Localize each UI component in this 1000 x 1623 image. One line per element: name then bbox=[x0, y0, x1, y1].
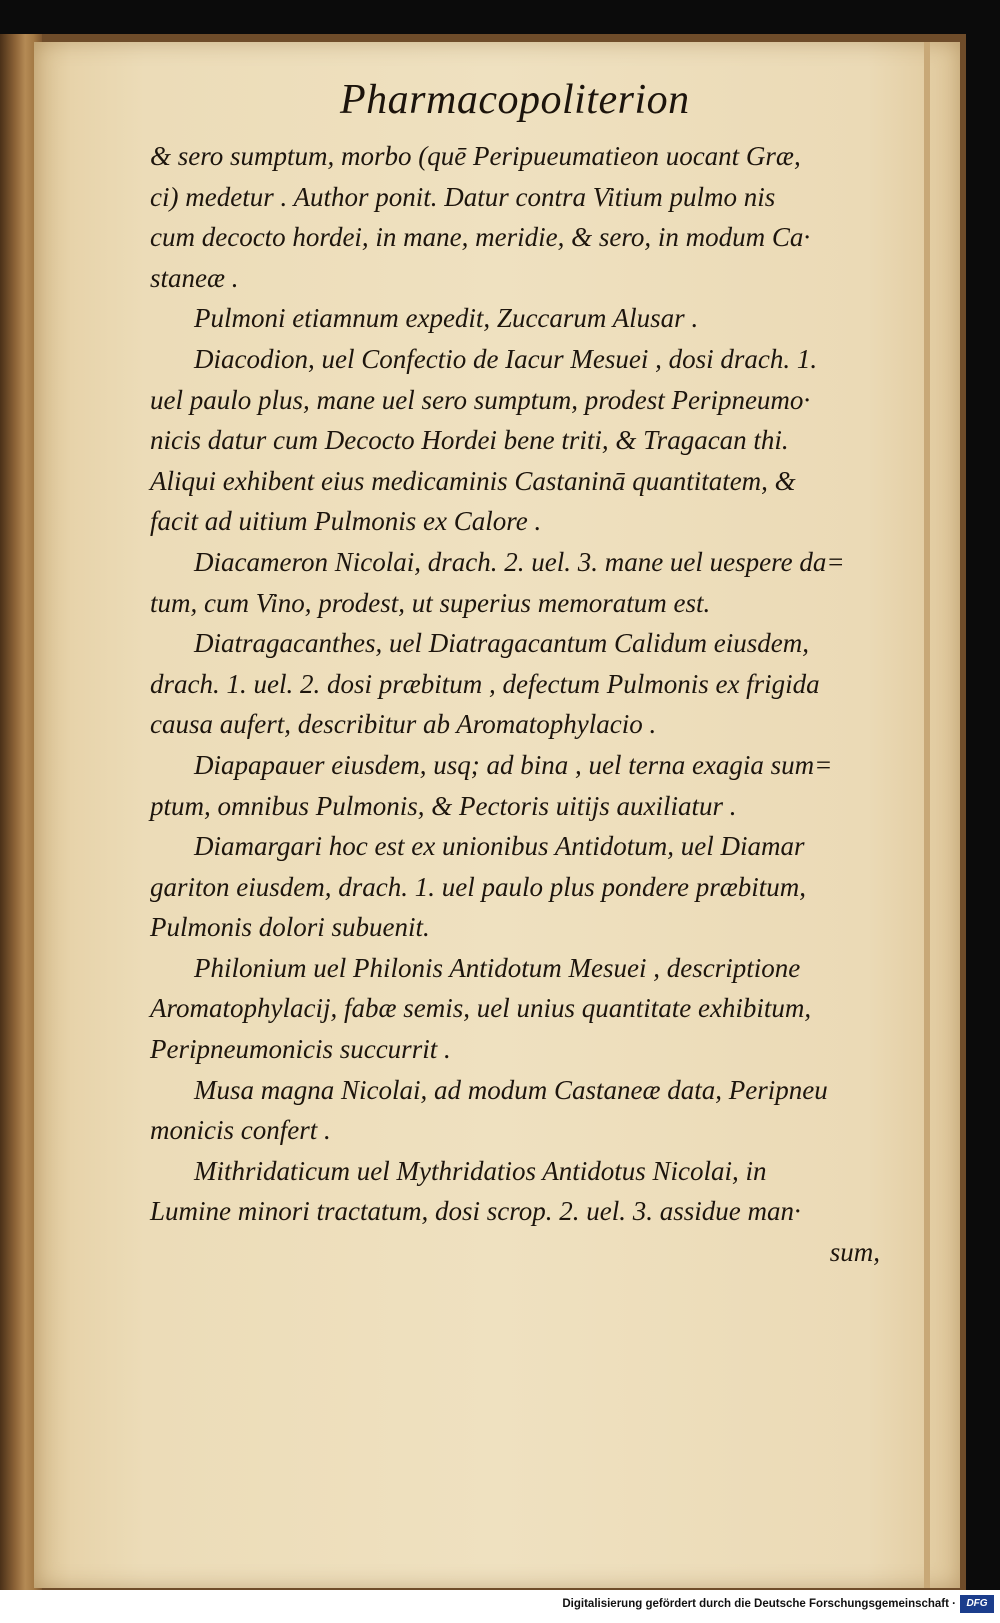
text-line: Mithridaticum uel Mythridatios Antidotus Nicolai, in bbox=[194, 1155, 767, 1186]
text-line: staneæ . bbox=[150, 262, 239, 293]
text-line: Pulmoni etiamnum expedit, Zuccarum Alusar . bbox=[194, 303, 699, 334]
text-line: monicis confert . bbox=[150, 1115, 331, 1146]
text-line: Aromatophylacij, fabæ semis, uel unius quantitate exhibitum, bbox=[150, 993, 812, 1024]
text-line: Peripneumonicis succurrit . bbox=[150, 1034, 451, 1065]
text-line: gariton eiusdem, drach. 1. uel paulo plus pondere præbitum, bbox=[150, 871, 806, 902]
text-line: uel paulo plus, mane uel sero sumptum, prodest Peripneumo· bbox=[150, 384, 811, 415]
text-line: Pulmonis dolori subuenit. bbox=[150, 912, 430, 943]
text-line: ptum, omnibus Pulmonis, & Pectoris uitijs auxiliatur . bbox=[150, 790, 737, 821]
funding-credit: Digitalisierung gefördert durch die Deutsche Forschungsgemeinschaft · bbox=[562, 1598, 956, 1610]
top-scan-border bbox=[0, 0, 1000, 34]
text-line: Diapapauer eiusdem, usq; ad bina , uel terna exagia sum= bbox=[194, 749, 833, 780]
text-line: drach. 1. uel. 2. dosi præbitum , defectum Pulmonis ex frigida bbox=[150, 668, 820, 699]
text-line: Diacameron Nicolai, drach. 2. uel. 3. mane uel uespere da= bbox=[194, 546, 845, 577]
catchword: sum, bbox=[829, 1237, 880, 1268]
text-line: Lumine minori tractatum, dosi scrop. 2. uel. 3. assidue man· bbox=[150, 1196, 801, 1227]
text-line: facit ad uitium Pulmonis ex Calore . bbox=[150, 506, 542, 537]
right-scan-border bbox=[966, 0, 1000, 1590]
footer-bar bbox=[0, 1590, 1000, 1623]
text-line: Diamargari hoc est ex unionibus Antidotum, uel Diamar bbox=[194, 831, 805, 862]
text-line: Diacodion, uel Confectio de Iacur Mesuei , dosi drach. 1. bbox=[194, 343, 818, 374]
text-line: Philonium uel Philonis Antidotum Mesuei , descriptione bbox=[194, 952, 801, 983]
body-text bbox=[150, 136, 890, 1273]
dfg-logo: DFG bbox=[960, 1595, 994, 1613]
text-line: causa aufert, describitur ab Aromatophylacio . bbox=[150, 709, 657, 740]
text-line: nicis datur cum Decocto Hordei bene triti, & Tragacan thi. bbox=[150, 425, 789, 456]
text-line: Musa magna Nicolai, ad modum Castaneæ data, Peripneu bbox=[194, 1074, 828, 1105]
text-line: cum decocto hordei, in mane, meridie, & sero, in modum Ca· bbox=[150, 222, 811, 253]
text-line: tum, cum Vino, prodest, ut superius memoratum est. bbox=[150, 587, 711, 618]
text-line: & sero sumptum, morbo (quē Peripueumatieon uocant Græ, bbox=[150, 141, 801, 171]
running-head: Pharmacopoliterion bbox=[340, 77, 690, 123]
page-edge bbox=[924, 42, 930, 1588]
text-line: Diatragacanthes, uel Diatragacantum Calidum eiusdem, bbox=[194, 628, 809, 659]
text-line: ci) medetur . Author ponit. Datur contra Vitium pulmo nis bbox=[150, 181, 776, 212]
text-line: Aliqui exhibent eius medicaminis Castaninā quantitatem, & bbox=[150, 465, 796, 496]
